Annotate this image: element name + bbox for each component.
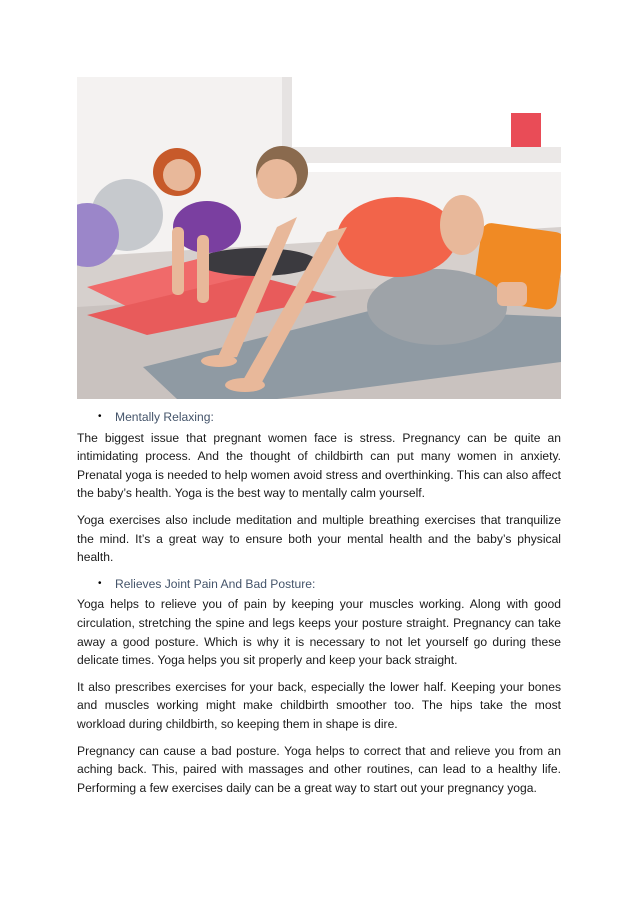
section-heading-joint-pain: • Relieves Joint Pain And Bad Posture: xyxy=(77,575,561,594)
article-body xyxy=(77,408,561,805)
section-heading-mental: • Mentally Relaxing: xyxy=(77,408,561,427)
bullet-icon: • xyxy=(98,577,102,589)
paragraph: It also prescribes exercises for your back, especially the lower half. Keeping your bones and muscles working might make childbirth smoother too. The hips take the most workload during childbirth, so keeping them in shape is dire. xyxy=(77,679,561,731)
yoga-photo xyxy=(77,77,561,399)
yoga-photo-icon xyxy=(77,77,561,399)
paragraph: Yoga helps to relieve you of pain by keeping your muscles working. Along with good circulation, stretching the spine and legs keeps your posture straight. Pregnancy can take away a good posture. Which is why it is necessary to not let yourself go during these delicate times. Yoga helps you sit properly and keep your back straight. xyxy=(77,597,561,668)
paragraph: The biggest issue that pregnant women face is stress. Pregnancy can be quite an intimidating process. And the thought of childbirth can put many women in anxiety. Prenatal yoga is needed to help women avoid stress and overthinking. This can also affect the baby’s health. Yoga is the best way to mentally calm yourself. xyxy=(77,430,561,501)
paragraph: Pregnancy can cause a bad posture. Yoga helps to correct that and relieve you from an aching back. This, paired with massages and other routines, can lead to a healthy life. Performing a few exercises daily can be a great way to start out your pregnancy yoga. xyxy=(77,743,561,795)
bullet-icon: • xyxy=(98,411,102,422)
paragraph: Yoga exercises also include meditation and multiple breathing exercises that tranquilize the mind. It’s a great way to ensure both your mental health and the baby’s physical health. xyxy=(77,512,561,565)
